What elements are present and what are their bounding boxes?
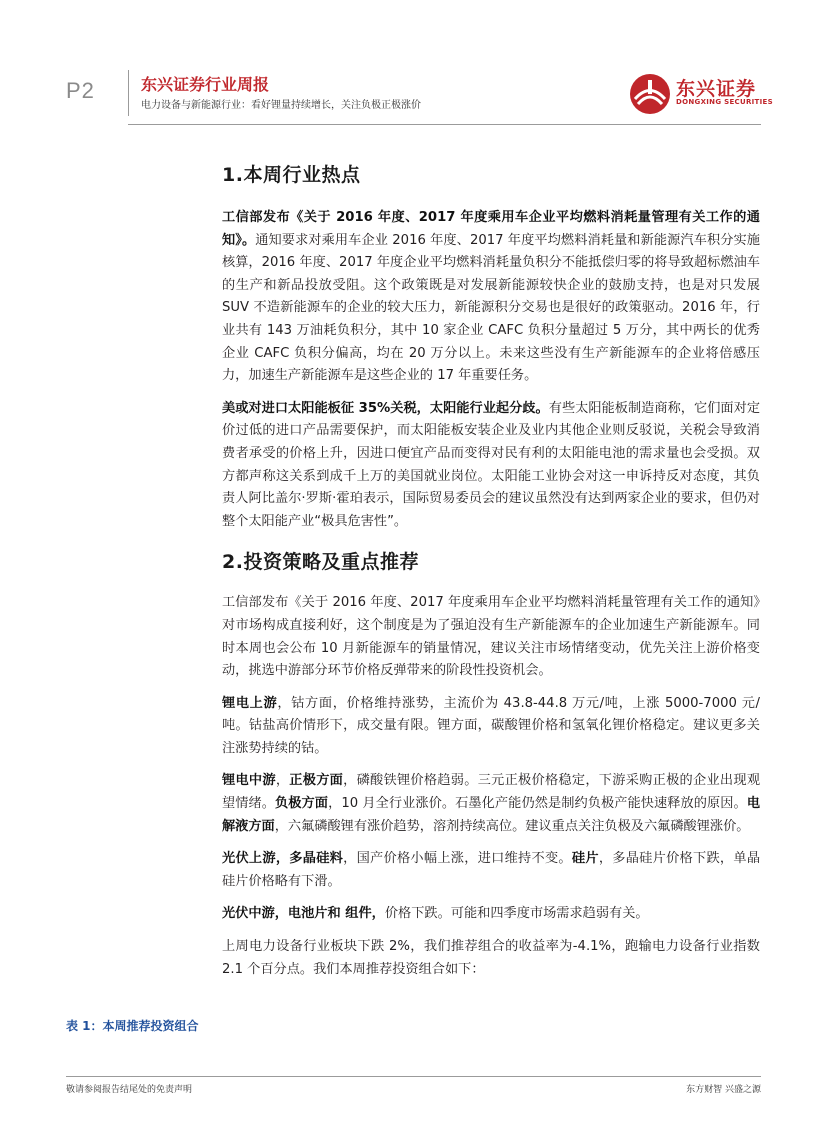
paragraph-lead: 美或对进口太阳能板征 35%关税，太阳能行业起分歧。 (222, 400, 549, 416)
logo-en-text: DONGXING SECURITIES (676, 98, 773, 106)
paragraph-text: ，磷酸铁锂价格趋弱。三元正极价格稳定，下游采购正极的企业出现观望情绪。 (222, 773, 761, 812)
paragraph-text: ，多晶硅片价格下跌，单晶硅片价格略有下滑。 (222, 851, 761, 889)
paragraph-portfolio-summary: 上周电力设备行业板块下跌 2%，我们推荐组合的收益率为-4.1%，跑输电力设备行业指数 2.1 个百分点。我们本周推荐投资组合如下： (222, 939, 760, 977)
subtopic-electrolyte: 电解液方面 (222, 796, 760, 834)
paragraph-text: ，国产价格小幅上涨，进口维持不变。 (343, 851, 572, 867)
report-type: 东兴证券行业周报 (141, 75, 270, 94)
paragraph-lead: 光伏中游，电池片和 组件， (222, 906, 385, 922)
paragraph-solar-tariff (222, 398, 760, 534)
paragraph-cafc-notice (222, 207, 760, 388)
header-divider (128, 70, 129, 116)
paragraph-text: ，六氟磷酸锂有涨价趋势，溶剂持续高位。建议重点关注负极及六氟磷酸锂涨价。 (274, 818, 750, 834)
report-body (222, 146, 760, 981)
page-number: P2 (66, 78, 95, 103)
section-heading-strategy: 2.投资策略及重点推荐 (222, 551, 419, 574)
paragraph-lead: 锂电上游 (222, 695, 278, 711)
paragraph-pv-upstream (222, 848, 760, 893)
paragraph-strategy-intro: 工信部发布《关于 2016 年度、2017 年度乘用车企业平均燃料消耗量管理有关工作的通知》对市场构成直接利好，这个制度是为了强迫没有生产新能源车的企业加速生产新能源车。同时本周也会公布 10 月新能源车的销量情况，建议关注市场情绪变动，优先关注上游价格变动，挑选中游部分环节价格反弹带来的阶段性投资机会。 (222, 595, 760, 679)
paragraph-lead: 光伏上游，多晶硅料 (222, 851, 344, 867)
logo-cn-text: 东兴证券 (676, 78, 757, 100)
header-rule (128, 124, 761, 125)
subtopic-anode: 负极方面 (275, 796, 329, 812)
paragraph-text: ，钴方面，价格维持涨势，主流价为 43.8-44.8 万元/吨，上涨 5000-7000 元/吨。钴盐高价情形下，成交量有限。锂方面，碳酸锂价格和氢氧化锂价格稳定。建议更多关注涨势持续的钴。 (222, 695, 760, 756)
company-logo (628, 72, 773, 116)
paragraph-text: 价格下跌。可能和四季度市场需求趋弱有关。 (384, 906, 649, 922)
paragraph-text: ，10 月全行业涨价。石墨化产能仍然是制约负极产能快速释放的原因。 (328, 796, 747, 812)
paragraph-text: 有些太阳能板制造商称，它们面对定价过低的进口产品需要保护，而太阳能板安装企业及业内其他企业则反驳说，关税会导致消费者承受的价格上升，因进口便宜产品而变得对民有利的太阳能电池的需求量也会受损。双方都声称这关系到成千上万的美国就业岗位。太阳能工业协会对这一申诉持反对态度，其负责人阿比盖尔·罗斯·霍珀表示，国际贸易委员会的建议虽然没有达到两家企业的要求，但仍对整个太阳能产业“极具危害性”。 (222, 400, 761, 529)
paragraph-lead: 工信部发布《关于 2016 年度、2017 年度乘用车企业平均燃料消耗量管理有关工作的通知》。 (222, 210, 760, 248)
footer-slogan: 东方财智 兴盛之源 (686, 1085, 761, 1095)
subtopic-wafer: 硅片 (571, 851, 599, 867)
footer-disclaimer: 敬请参阅报告结尾处的免责声明 (66, 1085, 193, 1095)
paragraph-text: 通知要求对乘用车企业 2016 年度、2017 年度平均燃料消耗量和新能源汽车积分实施核算，2016 年度、2017 年度企业平均燃料消耗量负积分不能抵偿归零的将导致超标燃油车的生产和新品投放受阻。这个政策既是对发展新能源较快企业的鼓励支持，也是对只发展 SUV 不造新能源车的企业的较大压力，新能源积分交易也是很好的政策驱动。2016 年，行业共有 143 万油耗负积分，其中 10 家企业 CAFC 负积分量超过 5 万分，其中两长的优秀企业 CAFC 负积分偏高，均在 20 万分以上。未来这些没有生产新能源车的企业将倍感压力，加速生产新能源车是这些企业的 17 年重要任务。 (222, 232, 760, 384)
paragraph-lithium-midstream (222, 770, 760, 838)
subtopic-cathode: 正极方面 (289, 773, 344, 789)
section-heading-hotspots: 1.本周行业热点 (222, 164, 361, 186)
table-caption: 表 1：本周推荐投资组合 (66, 1019, 199, 1033)
logo-mark-icon (628, 72, 672, 116)
paragraph-lithium-upstream (222, 693, 760, 761)
footer-rule (66, 1076, 761, 1077)
paragraph-lead: 锂电中游 (222, 773, 276, 789)
paragraph-pv-midstream (222, 903, 760, 926)
paragraph-text: ， (275, 773, 290, 789)
report-subtitle: 电力设备与新能源行业：看好锂量持续增长，关注负极正极涨价 (141, 100, 421, 111)
